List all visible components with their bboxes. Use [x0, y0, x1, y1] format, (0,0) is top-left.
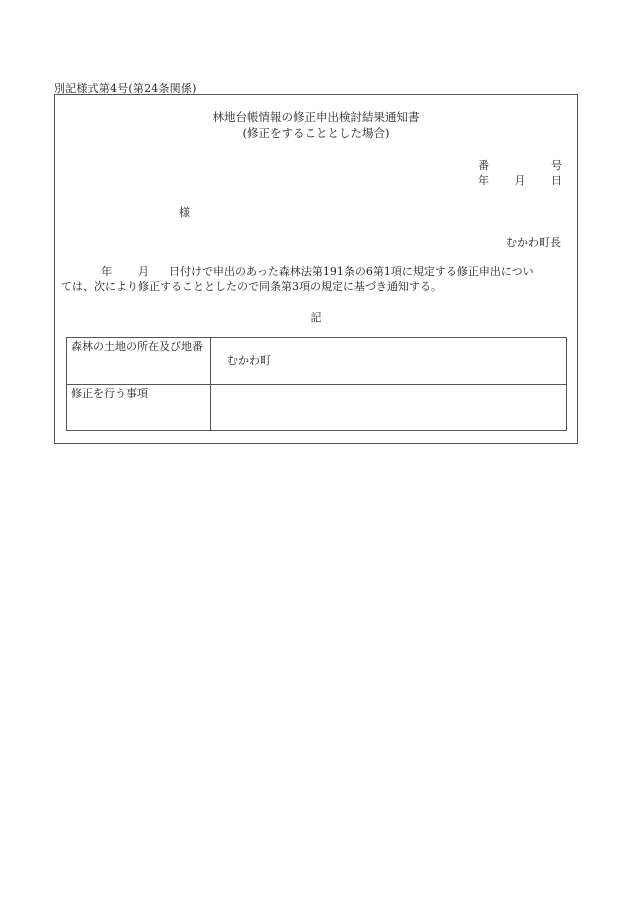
body-text-line-2: ては、次により修正することとしたので同条第3項の規定に基づき通知する。	[61, 280, 442, 293]
table-row	[67, 338, 567, 385]
document-subtitle: (修正をすることとした場合)	[242, 126, 390, 140]
number-label-right: 号	[551, 159, 562, 172]
notice-frame	[54, 94, 578, 444]
document-number-line	[478, 157, 562, 173]
body-year: 年	[101, 265, 112, 278]
date-year: 年	[478, 174, 489, 187]
sender: むかわ町長	[506, 236, 561, 249]
row-label-location: 森林の土地の所在及び地番	[67, 338, 211, 385]
body-text-rest: 日付けで申出のあった森林法第191条の6第1項に規定する修正申出につい	[169, 265, 534, 278]
addressee: 様	[179, 206, 190, 219]
table-row	[67, 385, 567, 431]
ki-heading: 記	[310, 311, 322, 324]
document-title: 林地台帳情報の修正申出検討結果通知書	[212, 110, 420, 124]
date-month: 月	[514, 174, 526, 187]
row-value-item	[211, 385, 567, 431]
body-month: 月	[138, 265, 149, 278]
row-value-location: むかわ町	[211, 338, 567, 385]
detail-table	[66, 337, 567, 431]
number-label-left: 番	[478, 159, 489, 172]
date-day: 日	[551, 174, 562, 187]
document-date-line	[478, 172, 562, 188]
body-text-line-1	[61, 263, 571, 279]
form-number: 別記様式第4号(第24条関係)	[54, 82, 197, 95]
row-label-item: 修正を行う事項	[67, 385, 211, 431]
